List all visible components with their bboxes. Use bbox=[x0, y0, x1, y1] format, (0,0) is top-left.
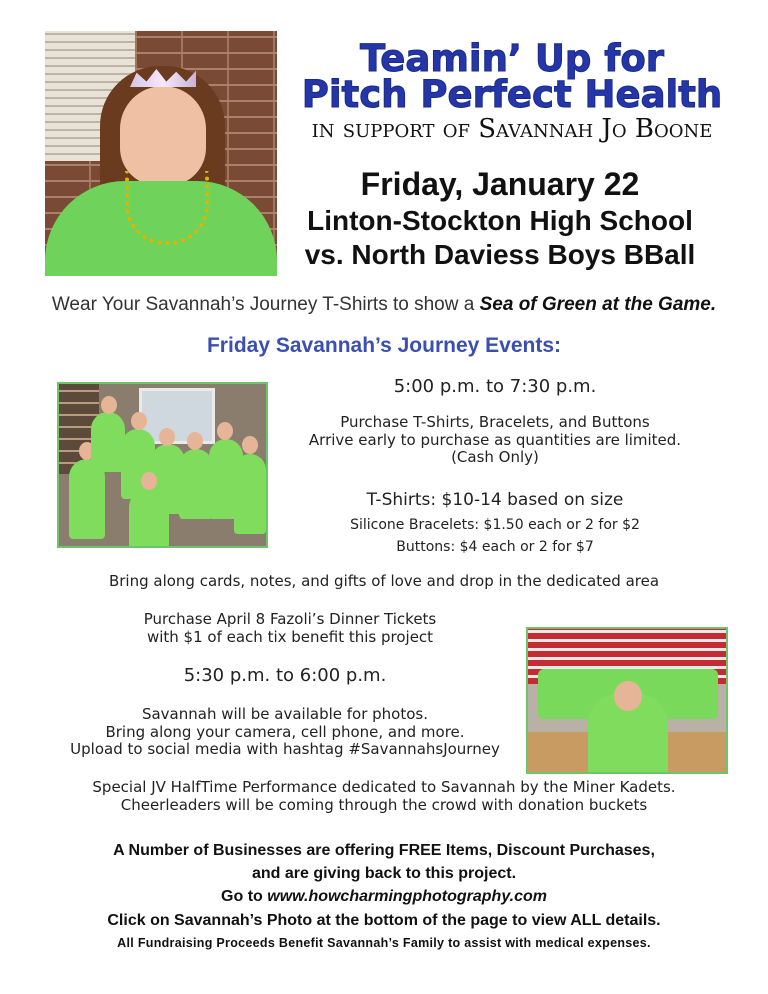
businesses-line3 bbox=[20, 885, 748, 908]
page-title-line2: Pitch Perfect Health bbox=[301, 73, 723, 116]
session2-line: Bring along your camera, cell phone, and more. bbox=[105, 722, 465, 741]
halftime-line2: Cheerleaders will be coming through the crowd with donation buckets bbox=[120, 795, 648, 814]
businesses-go-to: Go to bbox=[221, 888, 268, 906]
group-photo-classroom bbox=[57, 382, 268, 548]
savannah-portrait-photo bbox=[45, 31, 277, 276]
gifts-line: Bring along cards, notes, and gifts of love and drop in the dedicated area bbox=[108, 572, 660, 590]
session2-line: Savannah will be available for photos. bbox=[141, 705, 429, 723]
session1-line: Purchase T-Shirts, Bracelets, and Buttons bbox=[340, 413, 650, 431]
footer-note: All Fundraising Proceeds Benefit Savannah’s Family to assist with medical expenses. bbox=[117, 936, 651, 950]
matchup-line1: Linton-Stockton High School bbox=[307, 205, 693, 236]
session1-line: Arrive early to purchase as quantities are limited. bbox=[308, 430, 682, 449]
session2-time: 5:30 p.m. to 6:00 p.m. bbox=[183, 665, 387, 686]
website-link[interactable]: www.howcharmingphotography.com bbox=[267, 888, 547, 906]
session2-details bbox=[40, 706, 530, 759]
businesses-line4: Click on Savannah’s Photo at the bottom of the page to view ALL details. bbox=[107, 911, 661, 929]
matchup-line2: vs. North Daviess Boys BBall bbox=[304, 239, 696, 270]
events-heading: Friday Savannah’s Journey Events: bbox=[206, 334, 562, 357]
fazolis-line1: Purchase April 8 Fazoli’s Dinner Tickets bbox=[143, 610, 437, 628]
session1-details bbox=[290, 414, 700, 467]
session1-line: (Cash Only) bbox=[451, 448, 539, 467]
game-date: Friday, January 22 bbox=[360, 166, 640, 202]
bracelet-price: Silicone Bracelets: $1.50 each or 2 for $2 bbox=[350, 517, 640, 533]
session1-time: 5:00 p.m. to 7:30 p.m. bbox=[393, 376, 597, 397]
businesses-line2: and are giving back to this project. bbox=[251, 865, 517, 883]
halftime-info bbox=[30, 779, 738, 814]
tagline bbox=[20, 294, 748, 316]
tagline-prefix: Wear Your Savannah’s Journey T-Shirts to show a bbox=[51, 294, 480, 315]
session2-line: Upload to social media with hashtag #SavannahsJourney bbox=[70, 740, 500, 759]
fazolis-info bbox=[80, 611, 500, 646]
businesses-line1: A Number of Businesses are offering FREE Items, Discount Purchases, bbox=[113, 842, 655, 859]
halftime-line1: Special JV HalfTime Performance dedicated to Savannah by the Miner Kadets. bbox=[92, 778, 676, 796]
support-line: in support of Savannah Jo Boone bbox=[311, 114, 713, 144]
tshirt-price: T-Shirts: $10-14 based on size bbox=[366, 490, 624, 510]
fazolis-line2: with $1 of each tix benefit this project bbox=[146, 627, 434, 646]
tagline-emphasis: Sea of Green at the Game. bbox=[479, 294, 717, 315]
button-price: Buttons: $4 each or 2 for $7 bbox=[396, 539, 594, 555]
page-title-line1: Teamin’ Up for bbox=[359, 37, 665, 80]
businesses-info bbox=[20, 839, 748, 932]
group-photo-gym bbox=[526, 627, 728, 774]
